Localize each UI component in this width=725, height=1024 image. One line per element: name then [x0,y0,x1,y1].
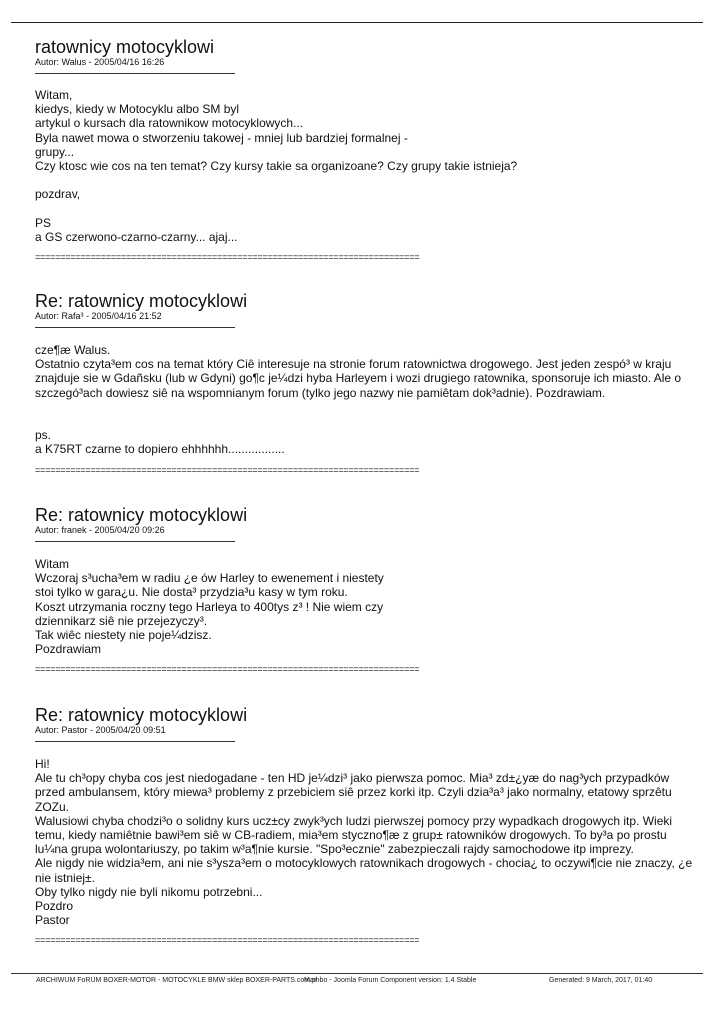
post-line: Byla nawet mowa o stworzeniu takowej - mniej lub bardziej formalnej - [35,130,408,145]
post-line: kiedys, kiedy w Motocyklu albo SM byl [35,102,240,117]
post-line: Tak wiêc niestety nie poje¼dzisz. [35,628,212,643]
post-meta: Autor: Rafa³ - 2005/04/16 21:52 [35,311,162,321]
footer-generated-date: Generated: 9 March, 2017, 01:40 [549,977,653,984]
blank-line [35,173,695,187]
post-body [35,757,695,927]
post-line: Pastor [35,913,70,928]
footer-rule [11,973,703,974]
post-body [35,343,695,457]
post-line: dziennikarz siê nie przejezyczy³. [35,613,208,628]
post-meta: Autor: Pastor - 2005/04/20 09:51 [35,725,166,735]
post-title: ratownicy motocyklowi [35,37,215,57]
post-line: cze¶æ Walus. [35,343,111,357]
top-rule [11,22,703,23]
post-line: a GS czerwono-czarno-czarny... ajaj... [35,230,238,244]
post-line: ps. [35,428,52,443]
post-line: Witam [35,557,69,571]
meta-rule [35,741,235,742]
post-separator: ============================================================================ [35,252,420,263]
blank-line [35,400,695,414]
post-line: Witam, [35,88,73,102]
post-line: Hi! [35,757,50,771]
blank-line [35,414,695,428]
post-meta: Autor: franek - 2005/04/20 09:26 [35,525,165,535]
post-paragraph: Ale tu ch³opy chyba cos jest niedogadane - ten HD je¼dzi³ jako pierwsza pomoc. Mia³ zd±¿yæ do nag³ych przypadków przed ambulansem, który miewa³ problemy z przebiciem siê przez korki itp. Czyli dzia³a³ jako normalny, etatowy sprzêtu ZOZu. [35,771,672,814]
post [35,706,695,945]
post [35,506,695,674]
post-line: Koszt utrzymania roczny tego Harleya to 400tys z³ ! Nie wiem czy [35,599,384,614]
post-line: grupy... [35,144,75,159]
post-line: a K75RT czarne to dopiero ehhhhhh................. [35,442,285,457]
post-line: pozdrav, [35,187,81,202]
post-body [35,557,695,656]
post-line: Pozdrawiam [35,642,102,657]
post-line: stoi tylko w gara¿u. Nie dosta³ przydzia³u kasy w tym roku. [35,585,348,600]
meta-rule [35,541,235,542]
post-paragraph: Ale nigdy nie widzia³em, ani nie s³ysza³em o motocyklowych ratownikach drogowych - chocia¿ to oczywi¶cie nie znaczy, ¿e nie istniej±. [35,856,693,885]
post [35,292,695,475]
post-title: Re: ratownicy motocyklowi [35,291,248,311]
post-meta: Autor: Walus - 2005/04/16 16:26 [35,57,165,67]
footer-archive-label: ARCHIWUM FoRUM BOXER-MOTOR - MOTOCYKLE BMW sklep BOXER-PARTS.com.pl [36,977,318,984]
post-line: Pozdro [35,899,74,914]
post-paragraph: Ostatnio czyta³em cos na temat który Ciê interesuje na stronie forum ratownictwa drogowego. Jest jeden zespó³ w kraju znajduje sie w Gdañsku (lub w Gdyni) go¶c je¼dzi hyba Harleyem i wozi drugiego ratownika, sponsoruje ich miasto. Ale o szczegó³ach dowiesz siê na wspomnianym forum (tylko jego nazwy nie pamiêtam dok³adnie). Pozdrawiam. [35,357,682,400]
post-title: Re: ratownicy motocyklowi [35,705,248,725]
post-line: Czy ktosc wie cos na ten temat? Czy kursy takie sa organizoane? Czy grupy takie istnieja? [35,159,518,174]
post-separator: ============================================================================ [35,935,420,946]
post-line: PS [35,215,52,230]
blank-line [35,202,695,216]
footer-component-version: Mambo - Joomla Forum Component version: 1.4 Stable [304,977,477,984]
post-separator: ============================================================================ [35,664,420,675]
post-paragraph: Walusiowi chyba chodzi³o o solidny kurs ucz±cy zwyk³ych ludzi pierwszej pomocy przy wypadkach drogowych itp. Wieki temu, kiedy namiêtnie bawi³em siê w CB-radiem, mia³em styczno¶æ z grup± ratowników drogowych. To by³a po prostu lu¼na grupa wolontariuszy, po takim w³a¶nie kursie. "Spo³ecznie" zabezpieczali rajdy samochodowe itp imprezy. [35,813,673,857]
post [35,38,695,262]
meta-rule [35,73,235,74]
post-line: artykul o kursach dla ratownikow motocyklowych... [35,116,304,131]
post-line: Wczoraj s³ucha³em w radiu ¿e ów Harley to ewenement i niestety [35,571,384,586]
post-line: Oby tylko nigdy nie byli nikomu potrzebni... [35,884,263,899]
post-separator: ============================================================================ [35,464,420,475]
meta-rule [35,327,235,328]
post-title: Re: ratownicy motocyklowi [35,505,248,525]
post-body [35,88,695,244]
